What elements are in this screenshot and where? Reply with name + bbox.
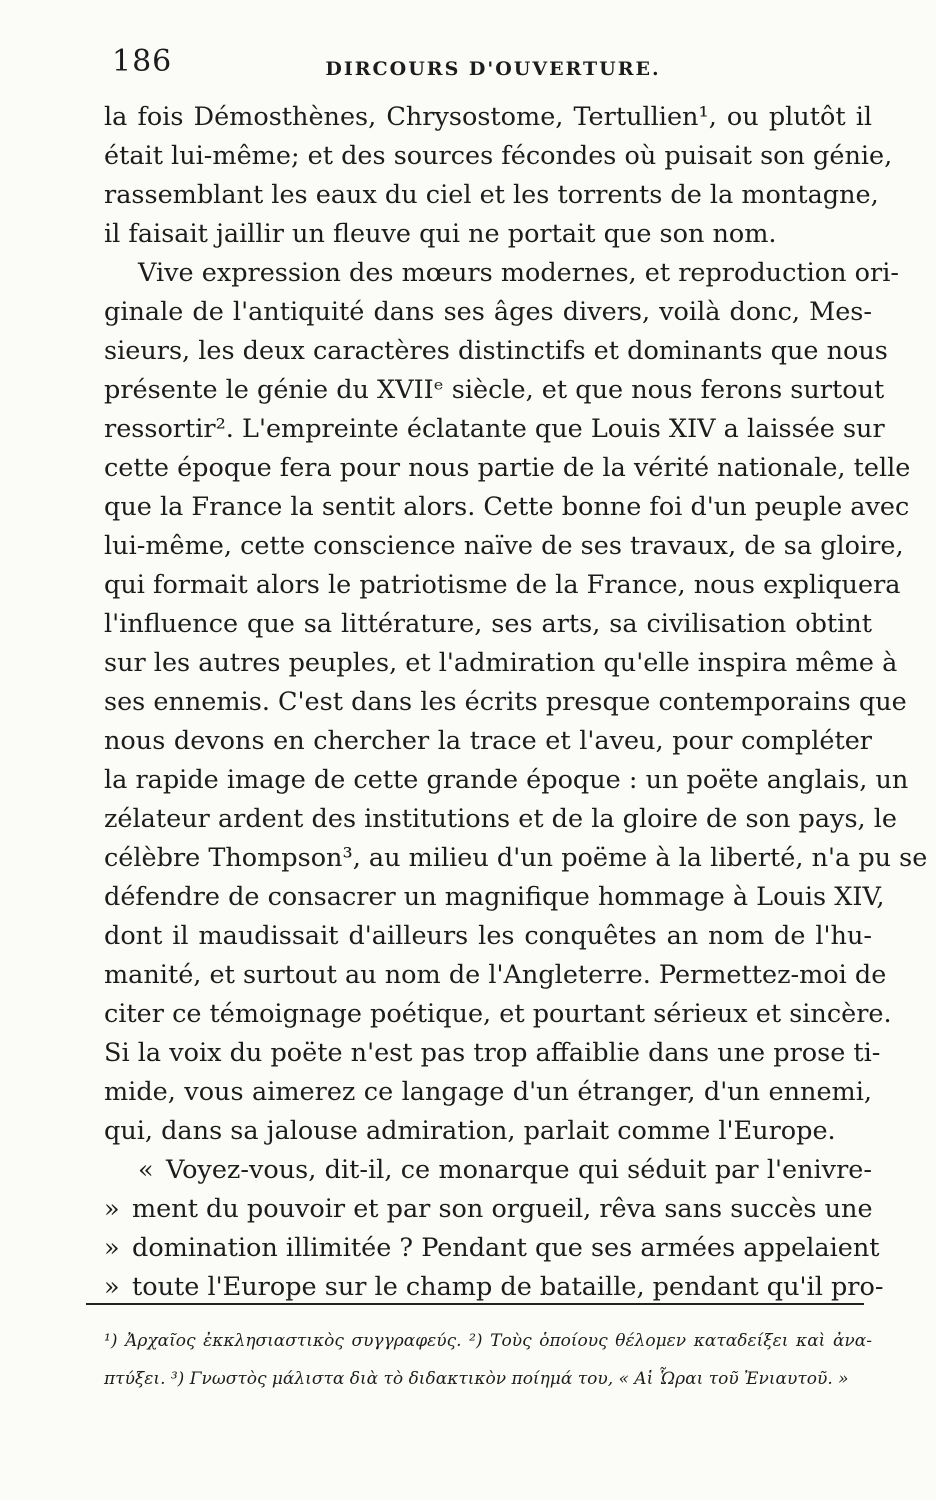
text-line: qui formait alors le patriotisme de la France, nous expliquera — [104, 570, 901, 600]
page-number: 186 — [112, 44, 173, 79]
quote-text: Voyez-vous, dit-il, ce monarque qui séduit par l'enivre- — [166, 1155, 872, 1185]
text-line: sur les autres peuples, et l'admiration qu'elle inspira même à — [104, 648, 898, 678]
text-line: lui-même, cette conscience naïve de ses travaux, de sa gloire, — [104, 531, 904, 561]
text-line: que la France la sentit alors. Cette bonne foi d'un peuple avec — [104, 492, 910, 522]
text-line: ginale de l'antiquité dans ses âges divers, voilà donc, Mes- — [104, 297, 872, 327]
quote-mark: » — [104, 1194, 120, 1224]
quote-mark: « — [138, 1155, 154, 1185]
text-line: manité, et surtout au nom de l'Angleterre. Permettez-moi de — [104, 960, 887, 990]
text-line: Vive expression des mœurs modernes, et reproduction ori- — [138, 258, 899, 288]
text-line: nous devons en chercher la trace et l'aveu, pour compléter — [104, 726, 872, 756]
text-line: Si la voix du poëte n'est pas trop affaiblie dans une prose ti- — [104, 1038, 881, 1068]
text-line: ressortir². L'empreinte éclatante que Louis XIV a laissée sur — [104, 414, 885, 444]
text-line: sieurs, les deux caractères distinctifs et dominants que nous — [104, 336, 888, 366]
text-line: présente le génie du XVIIᵉ siècle, et que nous ferons surtout — [104, 375, 885, 405]
text-line: mide, vous aimerez ce langage d'un étranger, d'un ennemi, — [104, 1077, 872, 1107]
text-line: qui, dans sa jalouse admiration, parlait comme l'Europe. — [104, 1116, 836, 1146]
text-line: était lui-même; et des sources fécondes où puisait son génie, — [104, 141, 893, 171]
text-line: la rapide image de cette grande époque : un poëte anglais, un — [104, 765, 909, 795]
text-line: zélateur ardent des institutions et de la gloire de son pays, le — [104, 804, 898, 834]
quote-line — [104, 1229, 880, 1268]
footnotes — [104, 1322, 872, 1398]
footnote-line: πτύξει. ³) Γνωστὸς μάλιστα διὰ τὸ διδακτικὸν ποίημά του, « Αἱ Ὧραι τοῦ Ἐνιαυτοῦ. » — [104, 1369, 849, 1389]
quote-text: domination illimitée ? Pendant que ses armées appelaient — [132, 1233, 880, 1263]
text-line: il faisait jaillir un fleuve qui ne portait que son nom. — [104, 219, 777, 249]
text-line: défendre de consacrer un magnifique hommage à Louis XIV, — [104, 882, 885, 912]
quote-line — [104, 1151, 872, 1190]
footnote-divider — [86, 1303, 864, 1305]
footnote-line: ¹) Ἀρχαῖος ἐκκλησιαστικὸς συγγραφεύς. ²) Τοὺς ὁποίους θέλομεν καταδείξει καὶ ἀνα- — [104, 1331, 872, 1351]
text-line: célèbre Thompson³, au milieu d'un poëme à la liberté, n'a pu se — [104, 843, 928, 873]
text-line: cette époque fera pour nous partie de la vérité nationale, telle — [104, 453, 911, 483]
quote-line — [104, 1268, 884, 1307]
quote-text: ment du pouvoir et par son orgueil, rêva sans succès une — [132, 1194, 873, 1224]
text-line: citer ce témoignage poétique, et pourtant sérieux et sincère. — [104, 999, 892, 1029]
text-line: dont il maudissait d'ailleurs les conquêtes an nom de l'hu- — [104, 921, 872, 951]
text-line: l'influence que sa littérature, ses arts, sa civilisation obtint — [104, 609, 872, 639]
quote-text: toute l'Europe sur le champ de bataille, pendant qu'il pro- — [132, 1272, 884, 1302]
text-line: ses ennemis. C'est dans les écrits presque contemporains que — [104, 687, 907, 717]
quote-mark: » — [104, 1272, 120, 1302]
text-line: rassemblant les eaux du ciel et les torrents de la montagne, — [104, 180, 879, 210]
body-text — [104, 98, 928, 1307]
text-line: la fois Démosthènes, Chrysostome, Tertullien¹, ou plutôt il — [104, 102, 872, 132]
quote-mark: » — [104, 1233, 120, 1263]
running-title: DIRCOURS D'OUVERTURE. — [325, 58, 661, 80]
quote-line — [104, 1190, 872, 1229]
page-header — [112, 44, 874, 84]
